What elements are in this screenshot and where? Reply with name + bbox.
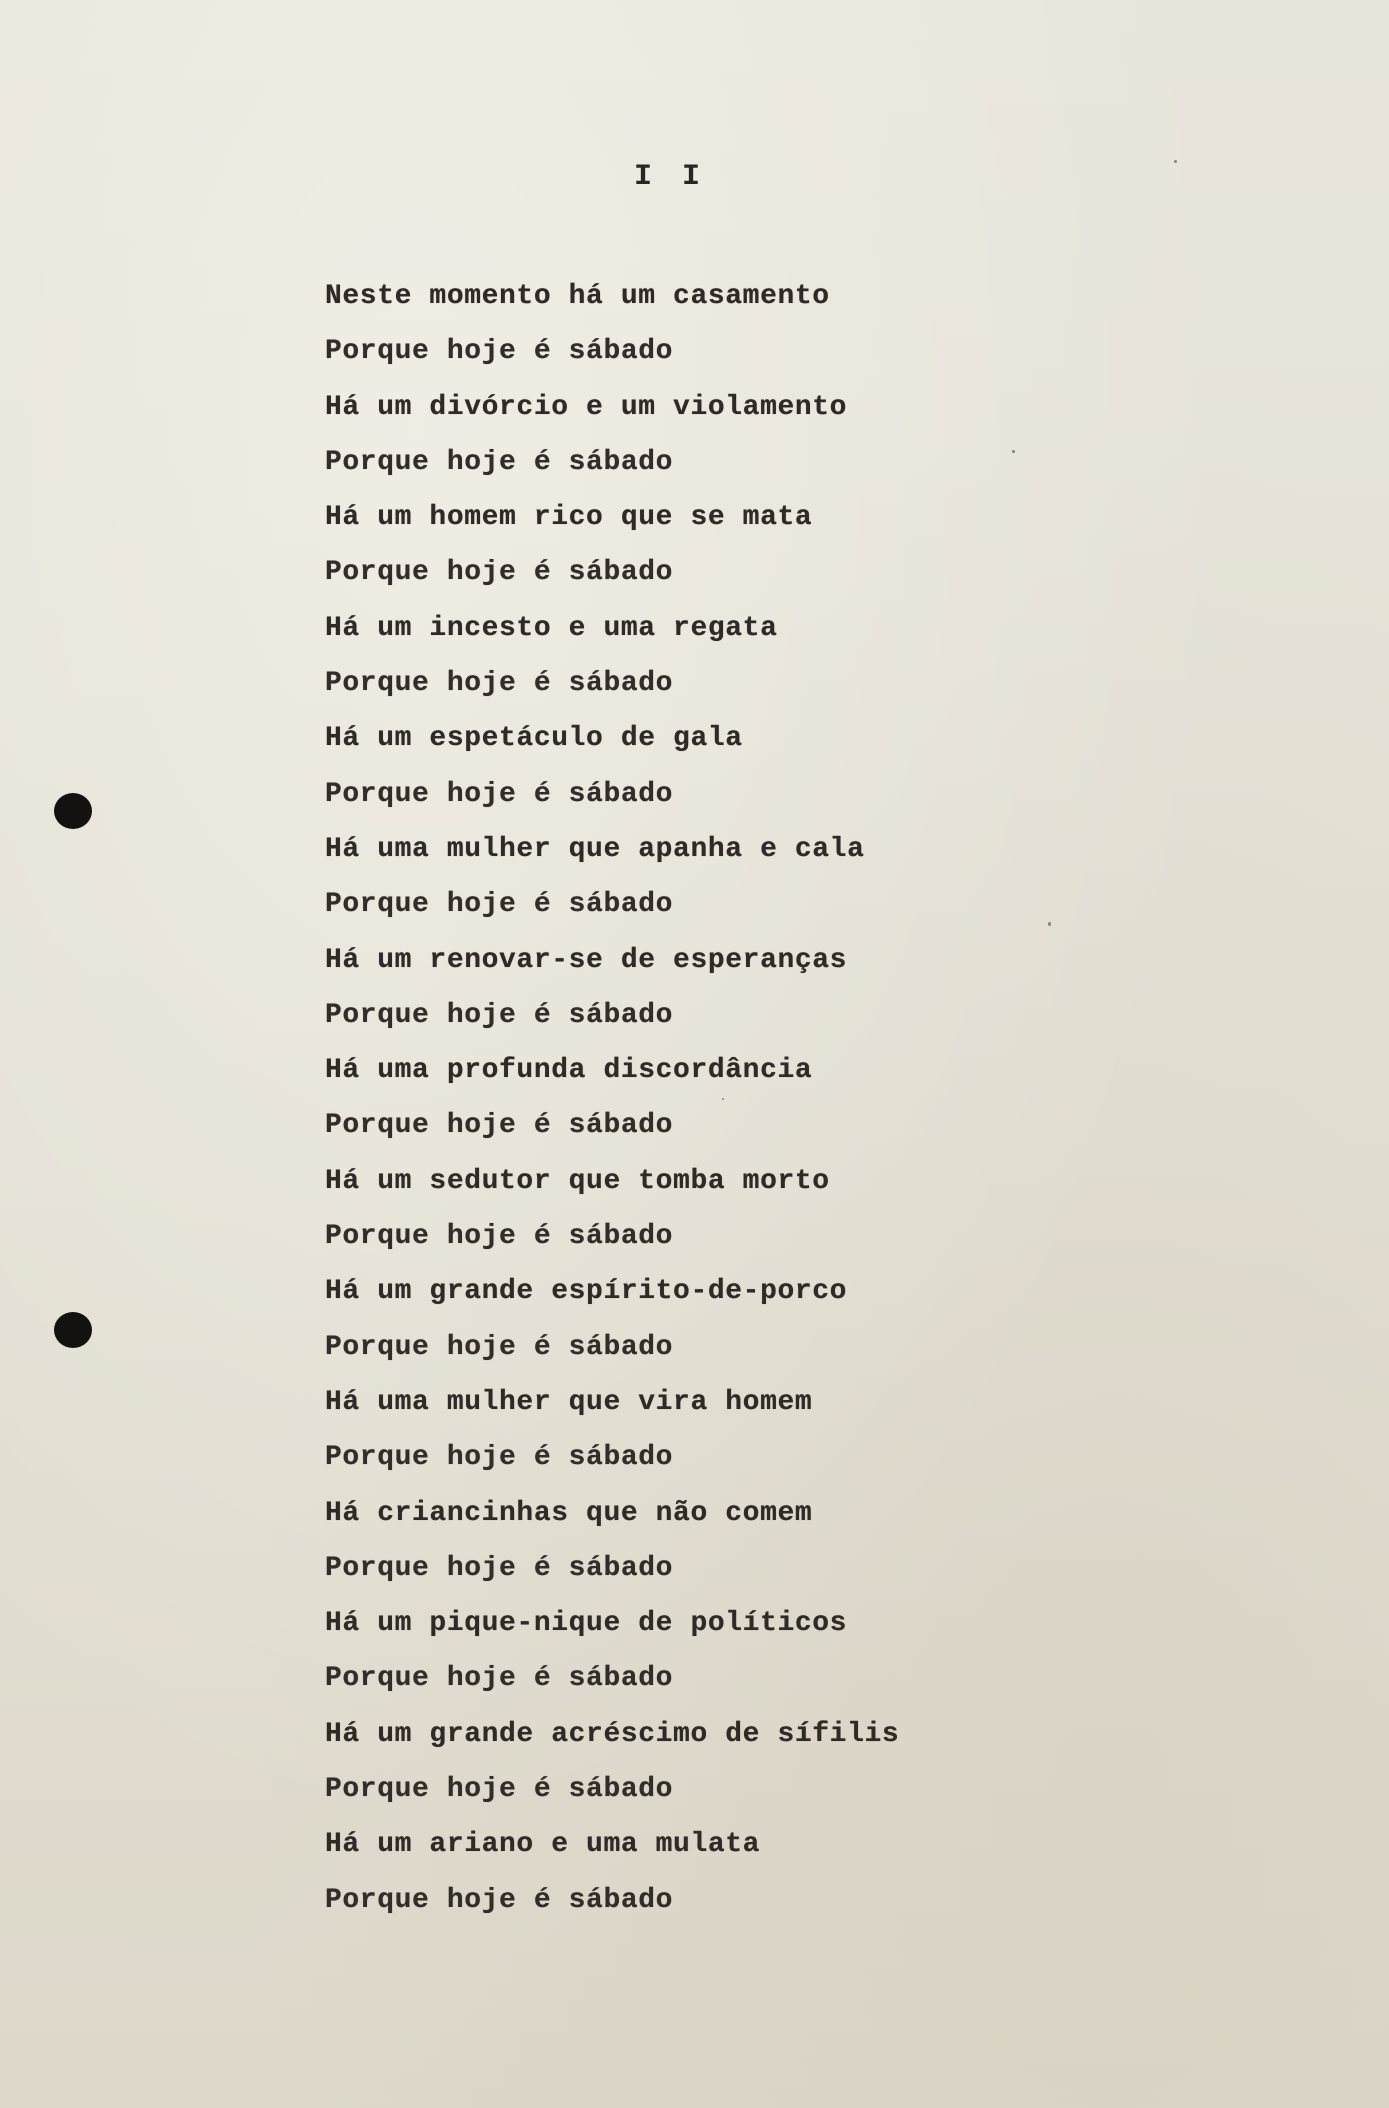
poem-refrain-line: Porque hoje é sábado [325, 1221, 674, 1253]
poem-line: Há uma profunda discordância [325, 1055, 813, 1087]
poem-line: Há um sedutor que tomba morto [325, 1165, 830, 1197]
poem-line: Há criancinhas que não comem [325, 1497, 813, 1529]
poem-line: Há um pique-nique de políticos [325, 1608, 848, 1640]
poem-refrain-line: Porque hoje é sábado [325, 889, 674, 921]
poem-refrain-line: Porque hoje é sábado [325, 1552, 674, 1584]
poem-refrain-line: Porque hoje é sábado [325, 1442, 674, 1474]
poem-refrain-line: Porque hoje é sábado [325, 336, 674, 368]
poem-lines [325, 274, 899, 1933]
poem-refrain-line: Porque hoje é sábado [325, 1663, 674, 1695]
punch-hole-bottom [54, 1312, 92, 1348]
poem-line: Há um espetáculo de gala [325, 723, 743, 755]
poem-line: Há um renovar-se de esperanças [325, 944, 848, 976]
poem-line: Há um divórcio e um violamento [325, 391, 848, 423]
poem-refrain-line: Porque hoje é sábado [325, 999, 674, 1031]
paper-speck [1048, 922, 1051, 926]
poem-refrain-line: Porque hoje é sábado [325, 446, 674, 478]
poem-line: Há uma mulher que vira homem [325, 1386, 813, 1418]
section-heading: I I [633, 160, 706, 194]
poem-refrain-line: Porque hoje é sábado [325, 778, 674, 810]
poem-line: Há um grande acréscimo de sífilis [325, 1718, 900, 1750]
paper-speck [1012, 450, 1015, 453]
poem-line: Neste momento há um casamento [325, 281, 830, 312]
poem-refrain-line: Porque hoje é sábado [325, 668, 674, 700]
poem-refrain-line: Porque hoje é sábado [325, 557, 674, 589]
poem-refrain-line: Porque hoje é sábado [325, 1110, 674, 1142]
poem-line: Há um incesto e uma regata [325, 612, 778, 644]
poem-line: Há um grande espírito-de-porco [325, 1276, 848, 1308]
poem-line: Há um homem rico que se mata [325, 502, 813, 534]
poem-refrain-line: Porque hoje é sábado [325, 1774, 674, 1806]
poem-refrain-line: Porque hoje é sábado [325, 1331, 674, 1363]
poem-refrain-line: Porque hoje é sábado [325, 1884, 674, 1916]
poem-line: Há uma mulher que apanha e cala [325, 833, 865, 865]
punch-hole-top [54, 793, 92, 829]
poem-line: Há um ariano e uma mulata [325, 1829, 761, 1861]
